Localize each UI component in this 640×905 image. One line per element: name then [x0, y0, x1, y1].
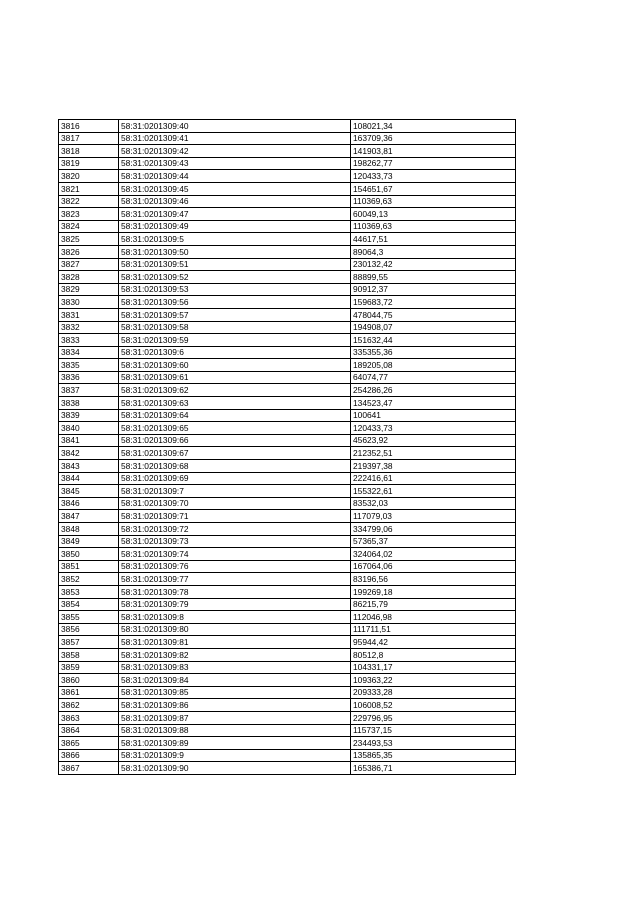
table-row [59, 548, 516, 561]
cadastral-number-cell: 58:31:0201309:40 [119, 120, 351, 133]
table-row [59, 296, 516, 309]
table-row [59, 132, 516, 145]
table-row [59, 157, 516, 170]
value-cell: 159683,72 [351, 296, 516, 309]
cadastral-number-cell: 58:31:0201309:64 [119, 409, 351, 422]
table-row [59, 384, 516, 397]
cadastral-number-cell: 58:31:0201309:86 [119, 699, 351, 712]
table-row [59, 321, 516, 334]
value-cell: 324064,02 [351, 548, 516, 561]
cadastral-number-cell: 58:31:0201309:50 [119, 245, 351, 258]
table-row [59, 334, 516, 347]
cadastral-number-cell: 58:31:0201309:66 [119, 434, 351, 447]
table-row [59, 623, 516, 636]
row-number-cell: 3845 [59, 485, 119, 498]
row-number-cell: 3834 [59, 346, 119, 359]
cadastral-number-cell: 58:31:0201309:69 [119, 472, 351, 485]
cadastral-number-cell: 58:31:0201309:59 [119, 334, 351, 347]
table-row [59, 120, 516, 133]
data-table [58, 119, 516, 775]
value-cell: 234493,53 [351, 737, 516, 750]
cadastral-number-cell: 58:31:0201309:65 [119, 422, 351, 435]
table-row [59, 749, 516, 762]
row-number-cell: 3867 [59, 762, 119, 775]
table-row [59, 674, 516, 687]
value-cell: 212352,51 [351, 447, 516, 460]
cadastral-number-cell: 58:31:0201309:74 [119, 548, 351, 561]
row-number-cell: 3819 [59, 157, 119, 170]
row-number-cell: 3827 [59, 258, 119, 271]
cadastral-number-cell: 58:31:0201309:78 [119, 585, 351, 598]
row-number-cell: 3844 [59, 472, 119, 485]
table-row [59, 258, 516, 271]
value-cell: 154651,67 [351, 182, 516, 195]
row-number-cell: 3851 [59, 560, 119, 573]
cadastral-number-cell: 58:31:0201309:45 [119, 182, 351, 195]
data-table-body [59, 120, 516, 775]
value-cell: 189205,08 [351, 359, 516, 372]
row-number-cell: 3817 [59, 132, 119, 145]
value-cell: 89064,3 [351, 245, 516, 258]
row-number-cell: 3840 [59, 422, 119, 435]
value-cell: 209333,28 [351, 686, 516, 699]
row-number-cell: 3835 [59, 359, 119, 372]
table-row [59, 686, 516, 699]
table-row [59, 497, 516, 510]
value-cell: 120433,73 [351, 170, 516, 183]
row-number-cell: 3818 [59, 145, 119, 158]
row-number-cell: 3861 [59, 686, 119, 699]
row-number-cell: 3832 [59, 321, 119, 334]
value-cell: 86215,79 [351, 598, 516, 611]
cadastral-number-cell: 58:31:0201309:9 [119, 749, 351, 762]
value-cell: 478044,75 [351, 308, 516, 321]
cadastral-number-cell: 58:31:0201309:52 [119, 271, 351, 284]
table-row [59, 560, 516, 573]
value-cell: 198262,77 [351, 157, 516, 170]
cadastral-number-cell: 58:31:0201309:82 [119, 648, 351, 661]
table-row [59, 711, 516, 724]
value-cell: 88899,55 [351, 271, 516, 284]
row-number-cell: 3858 [59, 648, 119, 661]
table-row [59, 145, 516, 158]
table-row [59, 724, 516, 737]
table-row [59, 737, 516, 750]
row-number-cell: 3842 [59, 447, 119, 460]
cadastral-number-cell: 58:31:0201309:41 [119, 132, 351, 145]
row-number-cell: 3820 [59, 170, 119, 183]
value-cell: 134523,47 [351, 397, 516, 410]
value-cell: 112046,98 [351, 611, 516, 624]
value-cell: 45623,92 [351, 434, 516, 447]
cadastral-number-cell: 58:31:0201309:81 [119, 636, 351, 649]
row-number-cell: 3853 [59, 585, 119, 598]
row-number-cell: 3829 [59, 283, 119, 296]
row-number-cell: 3866 [59, 749, 119, 762]
cadastral-number-cell: 58:31:0201309:51 [119, 258, 351, 271]
cadastral-number-cell: 58:31:0201309:80 [119, 623, 351, 636]
cadastral-number-cell: 58:31:0201309:88 [119, 724, 351, 737]
cadastral-number-cell: 58:31:0201309:44 [119, 170, 351, 183]
cadastral-number-cell: 58:31:0201309:46 [119, 195, 351, 208]
table-row [59, 447, 516, 460]
row-number-cell: 3865 [59, 737, 119, 750]
value-cell: 229796,95 [351, 711, 516, 724]
table-row [59, 636, 516, 649]
row-number-cell: 3846 [59, 497, 119, 510]
value-cell: 80512,8 [351, 648, 516, 661]
value-cell: 163709,36 [351, 132, 516, 145]
table-row [59, 573, 516, 586]
row-number-cell: 3828 [59, 271, 119, 284]
table-row [59, 762, 516, 775]
row-number-cell: 3859 [59, 661, 119, 674]
row-number-cell: 3843 [59, 460, 119, 473]
cadastral-number-cell: 58:31:0201309:89 [119, 737, 351, 750]
table-row [59, 371, 516, 384]
table-row [59, 220, 516, 233]
cadastral-number-cell: 58:31:0201309:7 [119, 485, 351, 498]
row-number-cell: 3847 [59, 510, 119, 523]
table-row [59, 170, 516, 183]
table-row [59, 648, 516, 661]
cadastral-number-cell: 58:31:0201309:62 [119, 384, 351, 397]
cadastral-number-cell: 58:31:0201309:47 [119, 208, 351, 221]
table-row [59, 460, 516, 473]
table-row [59, 523, 516, 536]
table-row [59, 535, 516, 548]
row-number-cell: 3836 [59, 371, 119, 384]
table-row [59, 359, 516, 372]
row-number-cell: 3837 [59, 384, 119, 397]
value-cell: 106008,52 [351, 699, 516, 712]
cadastral-number-cell: 58:31:0201309:61 [119, 371, 351, 384]
value-cell: 95944,42 [351, 636, 516, 649]
cadastral-number-cell: 58:31:0201309:43 [119, 157, 351, 170]
row-number-cell: 3863 [59, 711, 119, 724]
table-row [59, 422, 516, 435]
table-row [59, 271, 516, 284]
row-number-cell: 3852 [59, 573, 119, 586]
value-cell: 135865,35 [351, 749, 516, 762]
cadastral-number-cell: 58:31:0201309:6 [119, 346, 351, 359]
table-row [59, 611, 516, 624]
value-cell: 230132,42 [351, 258, 516, 271]
cadastral-number-cell: 58:31:0201309:77 [119, 573, 351, 586]
row-number-cell: 3838 [59, 397, 119, 410]
table-row [59, 397, 516, 410]
row-number-cell: 3841 [59, 434, 119, 447]
row-number-cell: 3864 [59, 724, 119, 737]
value-cell: 109363,22 [351, 674, 516, 687]
row-number-cell: 3855 [59, 611, 119, 624]
cadastral-number-cell: 58:31:0201309:76 [119, 560, 351, 573]
row-number-cell: 3830 [59, 296, 119, 309]
row-number-cell: 3823 [59, 208, 119, 221]
row-number-cell: 3825 [59, 233, 119, 246]
table-row [59, 598, 516, 611]
value-cell: 199269,18 [351, 585, 516, 598]
cadastral-number-cell: 58:31:0201309:60 [119, 359, 351, 372]
value-cell: 110369,63 [351, 195, 516, 208]
table-row [59, 434, 516, 447]
row-number-cell: 3821 [59, 182, 119, 195]
table-row [59, 585, 516, 598]
table-row [59, 208, 516, 221]
value-cell: 120433,73 [351, 422, 516, 435]
cadastral-number-cell: 58:31:0201309:49 [119, 220, 351, 233]
value-cell: 44617,51 [351, 233, 516, 246]
cadastral-number-cell: 58:31:0201309:63 [119, 397, 351, 410]
row-number-cell: 3860 [59, 674, 119, 687]
table-row [59, 245, 516, 258]
table-row [59, 699, 516, 712]
cadastral-number-cell: 58:31:0201309:72 [119, 523, 351, 536]
cadastral-number-cell: 58:31:0201309:73 [119, 535, 351, 548]
value-cell: 222416,61 [351, 472, 516, 485]
cadastral-number-cell: 58:31:0201309:5 [119, 233, 351, 246]
value-cell: 57365,37 [351, 535, 516, 548]
value-cell: 194908,07 [351, 321, 516, 334]
cadastral-number-cell: 58:31:0201309:84 [119, 674, 351, 687]
table-row [59, 472, 516, 485]
value-cell: 83532,03 [351, 497, 516, 510]
row-number-cell: 3816 [59, 120, 119, 133]
row-number-cell: 3848 [59, 523, 119, 536]
table-row [59, 308, 516, 321]
row-number-cell: 3831 [59, 308, 119, 321]
value-cell: 64074,77 [351, 371, 516, 384]
table-row [59, 283, 516, 296]
row-number-cell: 3833 [59, 334, 119, 347]
row-number-cell: 3850 [59, 548, 119, 561]
row-number-cell: 3839 [59, 409, 119, 422]
value-cell: 117079,03 [351, 510, 516, 523]
table-row [59, 195, 516, 208]
table-row [59, 233, 516, 246]
value-cell: 104331,17 [351, 661, 516, 674]
value-cell: 83196,56 [351, 573, 516, 586]
cadastral-number-cell: 58:31:0201309:83 [119, 661, 351, 674]
value-cell: 254286,26 [351, 384, 516, 397]
cadastral-number-cell: 58:31:0201309:42 [119, 145, 351, 158]
cadastral-number-cell: 58:31:0201309:67 [119, 447, 351, 460]
table-row [59, 346, 516, 359]
value-cell: 110369,63 [351, 220, 516, 233]
cadastral-number-cell: 58:31:0201309:68 [119, 460, 351, 473]
cadastral-number-cell: 58:31:0201309:53 [119, 283, 351, 296]
value-cell: 115737,15 [351, 724, 516, 737]
cadastral-number-cell: 58:31:0201309:58 [119, 321, 351, 334]
row-number-cell: 3822 [59, 195, 119, 208]
value-cell: 155322,61 [351, 485, 516, 498]
cadastral-number-cell: 58:31:0201309:90 [119, 762, 351, 775]
cadastral-number-cell: 58:31:0201309:71 [119, 510, 351, 523]
cadastral-number-cell: 58:31:0201309:85 [119, 686, 351, 699]
row-number-cell: 3862 [59, 699, 119, 712]
table-row [59, 661, 516, 674]
cadastral-number-cell: 58:31:0201309:79 [119, 598, 351, 611]
cadastral-number-cell: 58:31:0201309:8 [119, 611, 351, 624]
row-number-cell: 3826 [59, 245, 119, 258]
value-cell: 167064,06 [351, 560, 516, 573]
value-cell: 60049,13 [351, 208, 516, 221]
value-cell: 334799,06 [351, 523, 516, 536]
row-number-cell: 3856 [59, 623, 119, 636]
value-cell: 108021,34 [351, 120, 516, 133]
row-number-cell: 3854 [59, 598, 119, 611]
value-cell: 90912,37 [351, 283, 516, 296]
value-cell: 111711,51 [351, 623, 516, 636]
table-row [59, 510, 516, 523]
value-cell: 100641 [351, 409, 516, 422]
value-cell: 335355,36 [351, 346, 516, 359]
row-number-cell: 3824 [59, 220, 119, 233]
table-row [59, 485, 516, 498]
row-number-cell: 3849 [59, 535, 119, 548]
cadastral-number-cell: 58:31:0201309:56 [119, 296, 351, 309]
value-cell: 165386,71 [351, 762, 516, 775]
table-row [59, 182, 516, 195]
cadastral-number-cell: 58:31:0201309:57 [119, 308, 351, 321]
value-cell: 141903,81 [351, 145, 516, 158]
value-cell: 219397,38 [351, 460, 516, 473]
table-row [59, 409, 516, 422]
value-cell: 151632,44 [351, 334, 516, 347]
cadastral-number-cell: 58:31:0201309:87 [119, 711, 351, 724]
cadastral-number-cell: 58:31:0201309:70 [119, 497, 351, 510]
row-number-cell: 3857 [59, 636, 119, 649]
